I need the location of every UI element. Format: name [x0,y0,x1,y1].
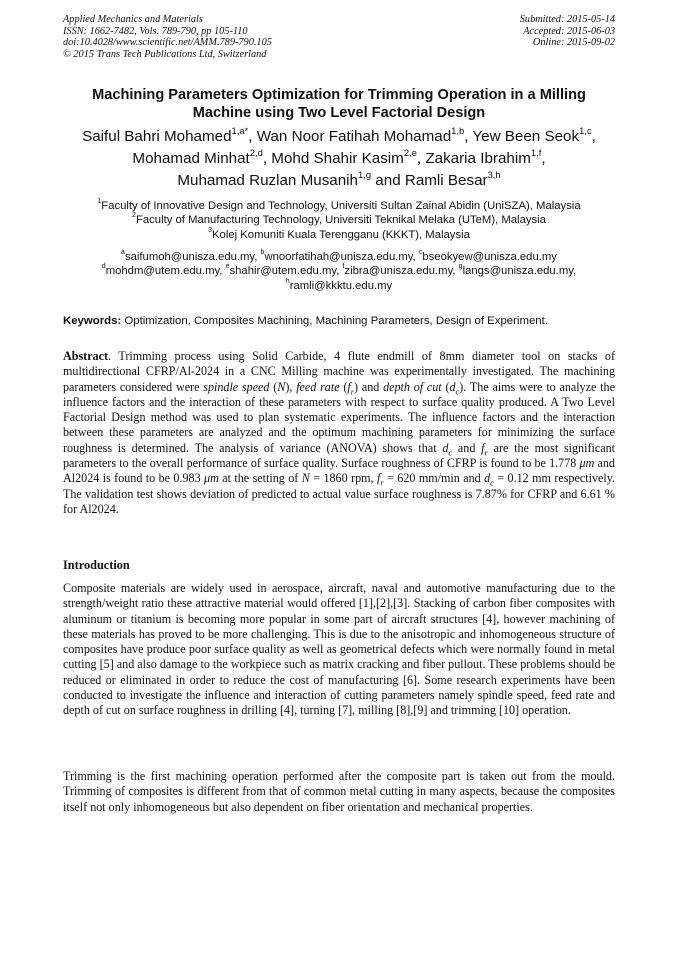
author-name: Ramli Besar [404,172,488,189]
intro-paragraph-1: Composite materials are widely used in aerospace, aircraft, naval and automotive manufacturing due to the strength/weight ratio these attractive material would offered [1],[2],[3]. Stacking of carbon fiber composites with aluminum or titanium is becoming more popular in some part of aircraft structures [4], however machining of these materials has proved to be more challenging. This is due to the anisotropic and inhomogeneous structure of composites have produce poor surface quality as well as geometrical defects which were normally found in metal cutting [5] and also damage to the workpiece such as matrix cracking and fiber pullout. These problems should be reduced or eliminated in order to reduce the cost of manufacturing [6]. Some research experiments have been conducted to investigate the influence and interaction of cutting parameters namely spindle speed, feed rate and depth of cut on surface roughness in drilling [4], turning [7], milling [8],[9] and trimming [10] operation. [63,581,615,718]
section-heading-introduction: Introduction [63,558,130,572]
author-name: Mohamad Minhat [132,150,250,167]
email-list: $^a$saifumoh@unisza.edu.my, $^b$wnoorfatihah@unisza.edu.my, $^c$bseokyew@unisza.edu.my $^d$mohdm@utem.edu.my, $^e$shahir@utem.edu.my, $^f$zibra@unisza.edu.my, $^g$langs@unisza.edu.my, $^h$ramli@kkktu.edu.my [101,249,577,292]
doi-line: doi:10.4028/www.scientific.net/AMM.789-790.105 [63,37,272,49]
author-name: Muhamad Ruzlan Musanih [177,172,358,189]
affiliations [40,199,638,242]
issn-line: ISSN: 1662-7482, Vols. 789-790, pp 105-110 [63,25,248,37]
author-sup: 1,c [579,124,592,136]
title-line-1: Machining Parameters Optimization for Trimming Operation in a Milling [92,87,586,103]
author-sup: 1,a* [231,124,249,136]
author-name: Zakaria Ibrahim [425,150,531,167]
author-name: Wan Noor Fatihah Mohamad [256,128,452,145]
email-link[interactable]: ramli@kkktu.edu.my [289,279,393,292]
abstract-label: Abstract [63,349,109,363]
email-link[interactable]: saifumoh@unisza.edu.my [124,251,255,263]
author-sup: 1,b [451,124,465,136]
intro-paragraph-2: Trimming is the first machining operation performed after the composite part is taken out from the mould. Trimming of composites is different from that of common metal cutting in many aspects, because the composites itself not only inhomogeneous but also dependent on fiber orientation and mechanical properties. [63,769,615,814]
author-sup: 2,e [403,146,417,158]
author-sup: 1,f [530,146,542,158]
keywords [63,314,615,328]
keywords-label: Keywords: [63,315,122,327]
journal-name: Applied Mechanics and Materials [63,14,203,25]
submitted-date: Submitted: 2015-05-14 [519,14,615,25]
journal-header-left [63,14,272,60]
email-link[interactable]: wnoorfatihah@unisza.edu.my [264,251,413,263]
email-link[interactable]: shahir@utem.edu.my [229,265,337,278]
author-sup: 2,d [249,146,263,158]
accepted-date: Accepted: 2015-06-03 [523,25,615,37]
title-line-2: Machine using Two Level Factorial Design [192,105,486,121]
affiliation: $^3$Kolej Komuniti Kuala Terengganu (KKKT), Malaysia [208,226,470,241]
email-link[interactable]: zibra@unisza.edu.my [344,265,453,278]
author-name: Saiful Bahri Mohamed [82,128,232,145]
online-date: Online: 2015-09-02 [532,37,615,49]
abstract: Abstract. Trimming process using Solid Carbide, 4 flute endmill of 8mm diameter tool on stacks of multidirectional CFRP/Al-2024 in a CNC Milling machine was experimentally investigated. The machining parameters considered were spindle speed (N), feed rate $(f_r)$ and depth of cut $(d_c)$. The aims were to analyze the influence factors and the interaction of these parameters with respect to surface quality produced. A Two Level Factorial Design method was used to plan systematic experiments. The influence factors and the interaction between these parameters are analyzed and the optimum machining parameters for minimizing the surface roughness is determined. The analysis of variance (ANOVA) shows that $d_c$ and $f_r$ are the most significant parameters to the overall performance of surface quality. Surface roughness of CFRP is found to be 1.778 μm and Al2024 is found to be 0.983 μm at the setting of N = 1860 rpm, $f_r = 620$ mm/min and $d_c = 0.12$ mm respectively. The validation test shows deviation of predicted to actual value surface roughness is 7.87% for CFRP and 6.61 % for Al2024. [63,349,615,516]
author-list: Saiful Bahri Mohamed$^{1,a*}$, Wan Noor Fatihah Mohamad$^{1,b}$, Yew Been Seok$^{1,c}$, Mohamad Minhat$^{2,d}$, Mohd Shahir Kasim$^{2,e}$, Zakaria Ibrahim$^{1,f}$, Muhamad Ruzlan Musanih$^{1,g}$ and Ramli Besar$^{3,h}$ [82,124,596,189]
author-name: Mohd Shahir Kasim [271,150,404,167]
affiliation: $^2$Faculty of Manufacturing Technology, Universiti Teknikal Melaka (UTeM), Malaysia [132,212,546,227]
journal-header-right [520,14,615,49]
author-name: Yew Been Seok [472,128,580,145]
copyright-line: © 2015 Trans Tech Publications Ltd, Switzerland [63,48,267,60]
author-sup: 3,h [487,168,501,180]
email-link[interactable]: bseokyew@unisza.edu.my [422,251,557,263]
paper-title [40,86,638,122]
keywords-text: Optimization, Composites Machining, Machining Parameters, Design of Experiment. [124,315,548,327]
author-sup: 1,g [358,168,372,180]
affiliation: $^1$Faculty of Innovative Design and Technology, Universiti Sultan Zainal Abidin (UniSZA), Malaysia [97,198,581,212]
email-link[interactable]: langs@unisza.edu.my [462,265,574,278]
email-link[interactable]: mohdm@utem.edu.my [105,265,220,278]
